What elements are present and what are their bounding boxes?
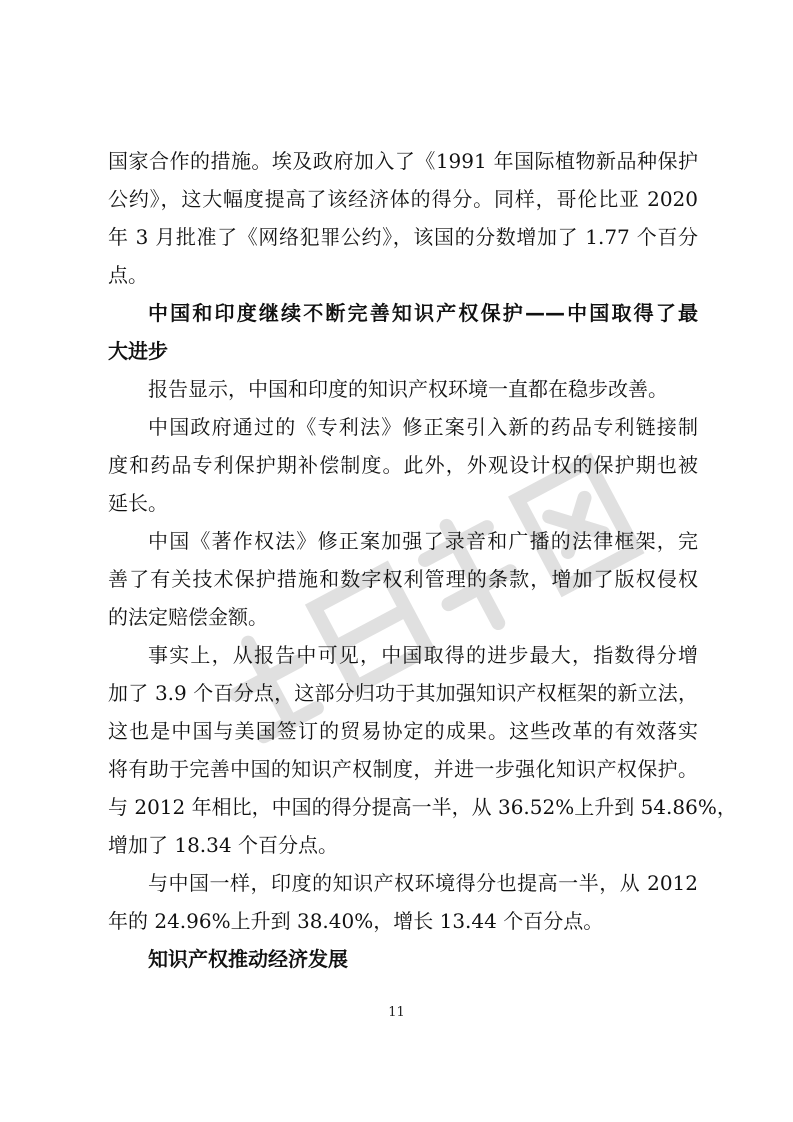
text-line: 点。 [108,263,148,287]
text-line: 中国政府通过的《专利法》修正案引入新的药品专利链接制 [148,415,698,439]
section-heading: 知识产权推动经济发展 [148,947,348,971]
text-line: 加了 3.9 个百分点，这部分归功于其加强知识产权框架的新立法， [108,681,698,705]
text-line: 公约》，这大幅度提高了该经济体的得分。同样，哥伦比亚 2020 [108,187,698,211]
text-line: 报告显示，中国和印度的知识产权环境一直都在稳步改善。 [148,377,668,401]
text-line: 与中国一样，印度的知识产权环境得分也提高一半，从 2012 [148,871,698,895]
text-line: 中国《著作权法》修正案加强了录音和广播的法律框架，完 [148,529,698,553]
text-line: 善了有关技术保护措施和数字权利管理的条款，增加了版权侵权 [108,567,698,591]
section-heading: 中国和印度继续不断完善知识产权保护——中国取得了最 [148,301,698,325]
page-number: 11 [388,1005,405,1020]
text-line: 将有助于完善中国的知识产权制度，并进一步强化知识产权保护。 [108,757,698,781]
section-heading: 大进步 [108,339,168,363]
text-line: 国家合作的措施。埃及政府加入了《1991 年国际植物新品种保护 [108,149,698,173]
text-line: 延长。 [108,491,168,515]
text-line: 年的 24.96%上升到 38.40%，增长 13.44 个百分点。 [108,909,604,933]
watermark-seal-icon [175,440,695,760]
text-line: 年 3 月批准了《网络犯罪公约》，该国的分数增加了 1.77 个百分 [108,225,698,249]
text-line: 增加了 18.34 个百分点。 [108,833,338,857]
text-line: 这也是中国与美国签订的贸易协定的成果。这些改革的有效落实 [108,719,698,743]
text-line: 事实上，从报告中可见，中国取得的进步最大，指数得分增 [148,643,698,667]
text-line: 度和药品专利保护期补偿制度。此外，外观设计权的保护期也被 [108,453,698,477]
text-line: 的法定赔偿金额。 [108,605,268,629]
text-line: 与 2012 年相比，中国的得分提高一半，从 36.52%上升到 54.86%， [108,795,737,819]
